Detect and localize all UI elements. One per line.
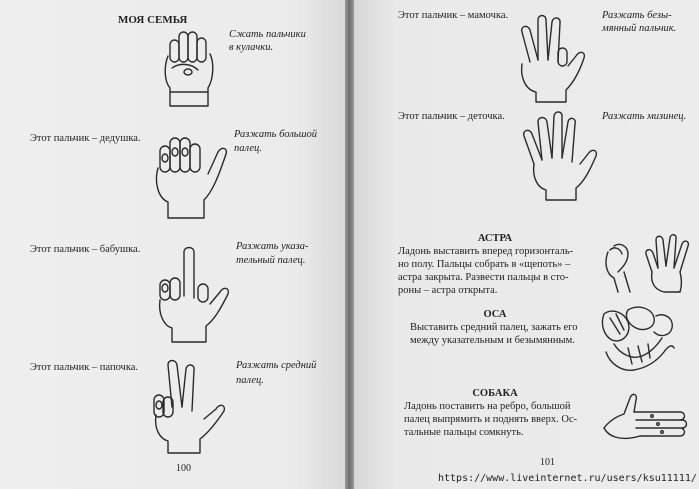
line-grandpa: Этот пальчик – дедушка. — [30, 133, 141, 144]
astra-line-2: но полу. Пальцы собрать в «щепоть» – — [398, 259, 571, 270]
instruction-index-line2: тельный палец. — [236, 255, 306, 266]
instruction-middle-line1: Разжать средний — [236, 360, 317, 371]
osa-line-1: Выставить средний палец, зажать его — [410, 322, 578, 333]
line-child: Этот пальчик – деточка. — [398, 111, 505, 122]
instruction-middle-line2: палец. — [236, 375, 264, 386]
astra-heading: АСТРА — [477, 233, 513, 244]
fist-icon — [158, 26, 218, 110]
sobaka-line-1: Ладонь поставить на ребро, большой — [404, 401, 571, 412]
instruction-thumb-line1: Разжать большой — [234, 129, 318, 140]
watermark-url: https://www.liveinternet.ru/users/ksu11111/ — [438, 473, 697, 484]
left-page — [0, 0, 345, 489]
instruction-index-line1: Разжать указа- — [236, 241, 309, 252]
thumb-up-hand-icon — [150, 128, 232, 220]
instruction-ring-line2: мянный пальчик. — [602, 23, 677, 34]
osa-line-2: между указательным и безымянным. — [410, 335, 575, 346]
open-palm-icon — [520, 110, 600, 202]
line-papa: Этот пальчик – папочка. — [30, 362, 139, 373]
instruction-ring-line1: Разжать безы- — [602, 10, 672, 21]
wasp-hands-icon — [598, 304, 678, 376]
sobaka-heading: СОБАКА — [472, 388, 518, 399]
right-page — [354, 0, 699, 489]
four-fingers-hand-icon — [514, 12, 588, 104]
line-mama: Этот пальчик – мамочка. — [398, 10, 509, 21]
sobaka-line-2: палец выпрямить и поднять вверх. Ос- — [404, 414, 578, 425]
instruction-pinky: Разжать мизинец. — [602, 111, 687, 122]
osa-heading: ОСА — [483, 309, 507, 320]
dog-hand-icon — [600, 390, 690, 446]
astra-line-1: Ладонь выставить вперед горизонталь- — [398, 246, 574, 257]
book-gutter — [345, 0, 354, 489]
line-grandma: Этот пальчик – бабушка. — [30, 244, 141, 255]
sobaka-line-3: тальные пальцы сомкнуть. — [404, 427, 524, 438]
page-number-right: 101 — [540, 457, 555, 468]
page-number-left: 100 — [176, 463, 191, 474]
instruction-fist-line1: Сжать пальчики — [229, 29, 306, 40]
two-fingers-hand-icon — [150, 355, 232, 455]
aster-hands-icon — [600, 232, 692, 296]
index-finger-hand-icon — [154, 244, 234, 344]
astra-line-3: астра закрыта. Развести пальцы в сто- — [398, 272, 569, 283]
page-title: МОЯ СЕМЬЯ — [118, 14, 188, 26]
astra-line-4: роны – астра открыта. — [398, 285, 498, 296]
instruction-thumb-line2: палец. — [234, 143, 262, 154]
instruction-fist-line2: в кулачки. — [229, 42, 274, 53]
